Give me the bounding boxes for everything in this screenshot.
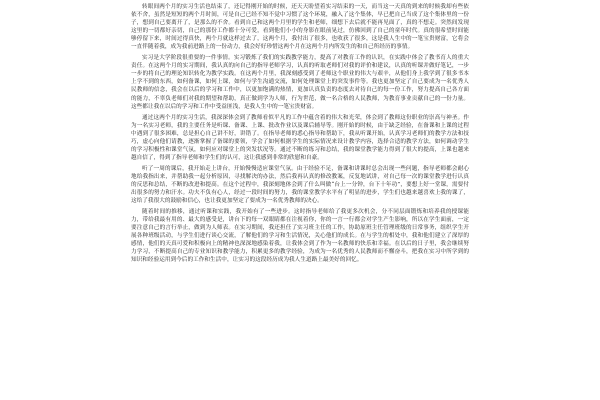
paragraph-2: 实习是大学阶段很重要的一件事情。实习锻炼了我们的实践教学能力，提高了对教育工作的认识，在实践中体会了教书育人的重大责任。在这两个月的实习期间，我认真的向自己的指导老师学习，认真的听取老师们对我的评价和建议，认真的听课并做好笔记，一步一步的将自己的理论知识转化为教学实践。在这两个月里，我深刻感受到了老师这个职业的伟大与艰辛，从他们身上我学到了很多书本上学不到的东西，如何备课，如何上课，如何与学生沟通交流，如何处理课堂上的突发事件等。我也更加坚定了自己要成为一名优秀人民教师的信念，我会在以后的学习和工作中，以更加饱满的热情，更加认真负责的态度去对待自己的每一份工作，努力提高自己各方面的能力，不辜负老师们对我的期望和帮助，真正做到学为人师，行为世范，做一名合格的人民教师，为教育事业贡献自己的一份力量。这些都让我在以后的学习和工作中受益匪浅，是我人生中的一笔宝贵财富。: [131, 55, 469, 110]
paragraph-5: 随着时间的推移，通过听课和实践，我开始有了一些进步。这时指导老师给了我更多次机会，分不同层面锻炼和培养我的授课能力，带给我最有用的、最大的感受是，讲台下的每一双眼睛都在注视着你，你的一言一行都会对学生产生影响，所以在学生面前，一定要注意自己的言行举止，做到为人师表。在实习期间，我还担任了实习班主任的工作，协助原班主任管理班级的日常事务，组织学生开展各种班级活动，与学生们进行谈心交流，了解他们的学习和生活情况，关心他们的成长。在与学生的相处中，我和他们建立了深厚的感情，他们的天真可爱和积极向上的精神也深深地感染着我，让我体会到了作为一名教师的快乐和幸福。在以后的日子里，我会继续努力学习，不断提高自己的专业知识和教学能力，积累更多的教学经验，为成为一名优秀的人民教师而不懈奋斗，把我在实习中所学到的知识和经验运用到今后的工作和生活中，让实习的这段经历成为我人生道路上最美好的回忆。: [131, 209, 469, 264]
document-page: [131, 0, 469, 400]
paragraph-1: 转眼间两个月的实习生活也结束了，还记得刚开始的时候，还天天盼望着实习结束的一天，而当这一天真的到来的时候我却有些依依不舍，虽然是短短的两个月时间，可是自己已经不知不觉中习惯了这个环境，融入了这个集体，早已把自己当成了这个集体里的一份子，想到自己要离开了，是那么的不舍。看到自己和这两个月里的学生和老师，细想下去后就不能再见面了，真的不想走。突然间发现这里的一切都好亲切，自己的那份工作都十分可爱，看到他们小小的身影在眼前晃过，仿佛回到了自己的童年时代。真的很希望时间能够停留下来，时间过得真快，两个月就这样过去了，这两个月，我付出了很多，也收获了很多，这是我人生中的一笔宝贵财富，它将会一直伴随着我，成为我前进路上的一份动力，我会好好珍惜这两个月在这两个月内所发生的和自己所经历的事情。: [131, 4, 469, 51]
paragraph-4: 听了一周的课后，我开始走上讲台，开始慢慢适应课堂气氛。由于经验不足，备课和讲课时总会出现一些问题，指导老师都会耐心地给我指出来，并帮助我一起分析原因，寻找解决的办法，然后我再认真的修改教案，反复地试讲，对自己每一次的课堂教学进行认真的反思和总结，不断的改进和提高。在这个过程中，我深刻地体会到了什么叫做“台上一分钟，台下十年功”，要想上好一堂课，需要付出很多的努力和汗水。功夫不负有心人，经过一段时间的努力，我的课堂教学水平有了明显的进步，学生们也越来越喜欢上我的课了，这给了我很大的鼓励和信心，也让我更加坚定了要成为一名优秀教师的决心。: [131, 165, 469, 205]
paragraph-3: 通过这两个月的实习生活，我深深体会到了教师看似平凡的工作中蕴含着的伟大和光荣，体会到了教师这份职业的崇高与神圣。作为一名实习老师，我的主要任务是听课、备课、上课、批改作业以及课后辅导等。刚开始的时候，由于缺乏经验，在备课和上课的过程中遇到了很多困难，总是担心自己讲不好，讲错了。在指导老师的悉心指导和帮助下，我从听课开始，认真学习老师们的教学方法和技巧，虚心向他们请教，逐渐掌握了备课的要领，学会了如何根据学生的实际情况来设计教学内容，选择合适的教学方法，如何调动学生的学习积极性和课堂气氛，如何应对课堂上的突发状况等。通过不断的练习和总结，我的课堂教学能力得到了很大的提高，上课也越来越自信了，得到了指导老师和学生们的认可，这让我感到非常的欣慰和自豪。: [131, 114, 469, 161]
